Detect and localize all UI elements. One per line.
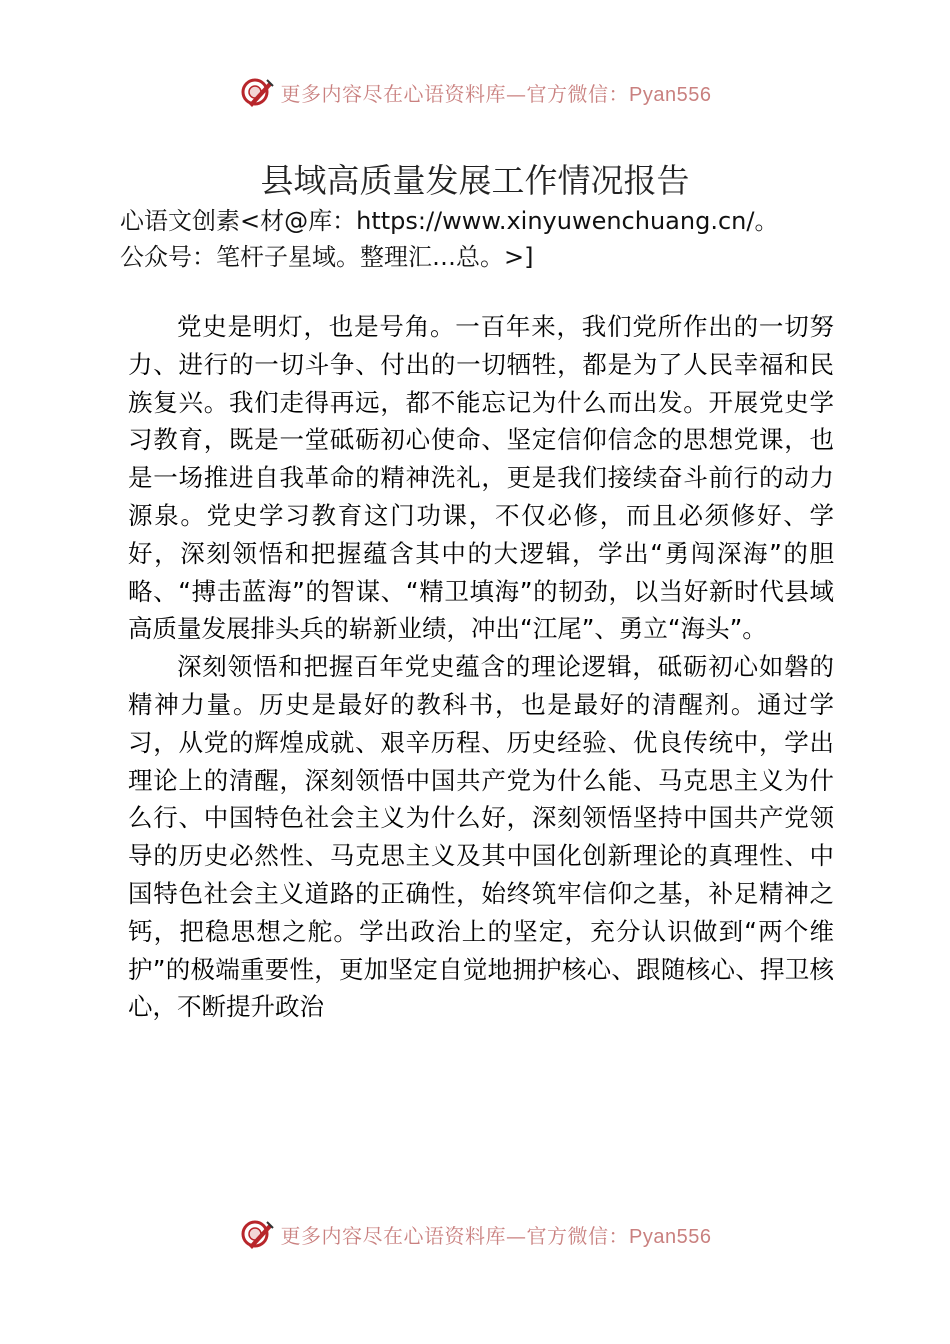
body-paragraph-1: 党史是明灯，也是号角。一百年来，我们党所作出的一切努力、进行的一切斗争、付出的一切牺牲，都是为了人民幸福和民族复兴。我们走得再远，都不能忘记为什么而出发。开展党史学习教育，既是一堂砥砺初心使命、坚定信仰信念的思想党课，也是一场推进自我革命的精神洗礼，更是我们接续奋斗前行的动力源泉。党史学习教育这门功课，不仅必修，而且必须修好、学好，深刻领悟和把握蕴含其中的大逻辑，学出“勇闯深海”的胆略、“搏击蓝海”的智谋、“精卫填海”的韧劲，以当好新时代县域高质量发展排头兵的崭新业绩，冲出“江尾”、勇立“海头”。 bbox=[128, 312, 834, 644]
banner-separator: — bbox=[506, 1223, 527, 1248]
document-body bbox=[128, 308, 834, 1026]
body-paragraph-2: 深刻领悟和把握百年党史蕴含的理论逻辑，砥砺初心如磐的精神力量。历史是最好的教科书，也是最好的清醒剂。通过学习，从党的辉煌成就、艰辛历程、历史经验、优良传统中，学出理论上的清醒，深刻领悟中国共产党为什么能、马克思主义为什么行、中国特色社会主义为什么好，深刻领悟坚持中国共产党领导的历史必然性、马克思主义及其中国化创新理论的真理性、中国特色社会主义道路的正确性，始终筑牢信仰之基，补足精神之钙，把稳思想之舵。学出政治上的坚定，充分认识做到“两个维护”的极端重要性，更加坚定自觉地拥护核心、跟随核心、捍卫核心，不断提升政治 bbox=[128, 652, 834, 1022]
source-line-2: 公众号：笔杆子星域。整理汇…总。>] bbox=[120, 243, 534, 271]
source-line-1: 心语文创素<材@库：https://www.xinyuwenchuang.cn/。 bbox=[120, 207, 779, 235]
banner-main-text: 更多内容尽在心语资料库 bbox=[280, 1223, 507, 1248]
document-title: 县域高质量发展工作情况报告 bbox=[260, 161, 690, 200]
header-banner bbox=[0, 70, 950, 114]
footer-banner-text bbox=[281, 1220, 712, 1249]
pen-circle-logo-icon bbox=[239, 74, 275, 110]
banner-wechat-label: 官方微信： bbox=[526, 81, 630, 106]
source-note bbox=[120, 203, 940, 275]
banner-separator: — bbox=[506, 81, 527, 106]
banner-wechat-label: 官方微信： bbox=[526, 1223, 630, 1248]
banner-main-text: 更多内容尽在心语资料库 bbox=[280, 81, 507, 106]
pen-circle-logo-icon bbox=[239, 1216, 275, 1252]
banner-wechat-id: Pyan556 bbox=[629, 1225, 712, 1248]
footer-banner bbox=[0, 1212, 950, 1256]
header-banner-text bbox=[281, 78, 712, 107]
footer-banner-content bbox=[239, 1216, 712, 1252]
banner-wechat-id: Pyan556 bbox=[629, 83, 712, 106]
header-banner-content bbox=[239, 74, 712, 110]
